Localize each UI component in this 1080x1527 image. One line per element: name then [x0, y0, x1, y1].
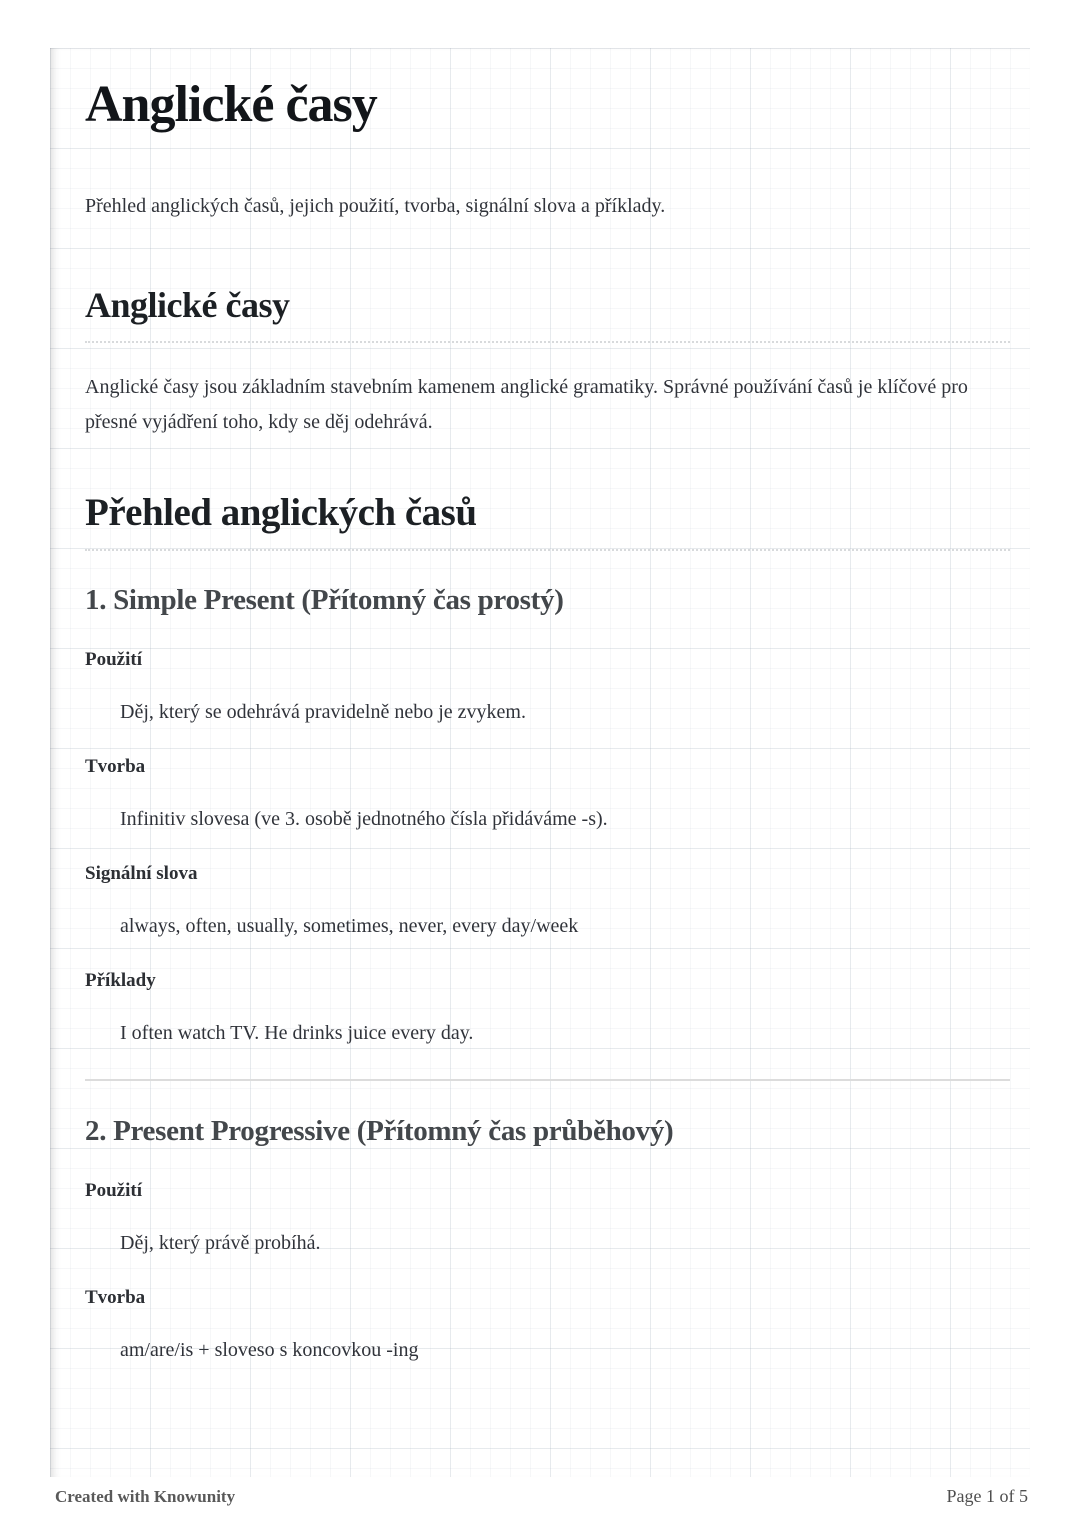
about-paragraph: Anglické časy jsou základním stavebním kamenem anglické gramatiky. Správné používání časů je klíčové pro přesné vyjádření toho, kdy se děj odehrává. [85, 375, 968, 433]
page-number: Page 1 of 5 [946, 1486, 1028, 1506]
block-text-pouziti: Děj, který se odehrává pravidelně nebo je zvykem. [120, 700, 526, 723]
block-label-tvorba: Tvorba [85, 755, 146, 777]
section-heading-about: Anglické časy [85, 284, 1010, 343]
grid-paper-sheet [50, 48, 1030, 1477]
block-label-pouziti: Použití [85, 1180, 142, 1202]
page-title: Anglické časy [85, 76, 377, 133]
block-label-tvorba: Tvorba [85, 1287, 146, 1309]
block-label-signalni-slova: Signální slova [85, 862, 198, 884]
section-heading-overview: Přehled anglických časů [85, 490, 1010, 551]
block-text-pouziti: Děj, který právě probíhá. [120, 1232, 321, 1255]
block-text-priklady: I often watch TV. He drinks juice every day. [120, 1021, 474, 1044]
block-label-pouziti: Použití [85, 648, 142, 670]
tense-heading: 1. Simple Present (Přítomný čas prostý) [85, 583, 564, 616]
tense-section-present-progressive [85, 1113, 1010, 1363]
block-label-priklady: Příklady [85, 969, 156, 991]
section-divider [85, 1079, 1010, 1081]
tense-heading: 2. Present Progressive (Přítomný čas průběhový) [85, 1114, 674, 1147]
block-text-signalni-slova: always, often, usually, sometimes, never, every day/week [120, 914, 579, 937]
intro-text: Přehled anglických časů, jejich použití, tvorba, signální slova a příklady. [85, 194, 666, 217]
footer-branding: Created with Knowunity [55, 1487, 236, 1506]
document-content [85, 78, 1010, 1363]
block-text-tvorba: Infinitiv slovesa (ve 3. osobě jednotného čísla přidáváme -s). [120, 807, 608, 830]
page-footer [55, 1486, 1028, 1507]
tense-section-simple-present [85, 582, 1010, 1046]
block-text-tvorba: am/are/is + sloveso s koncovkou -ing [120, 1339, 419, 1362]
